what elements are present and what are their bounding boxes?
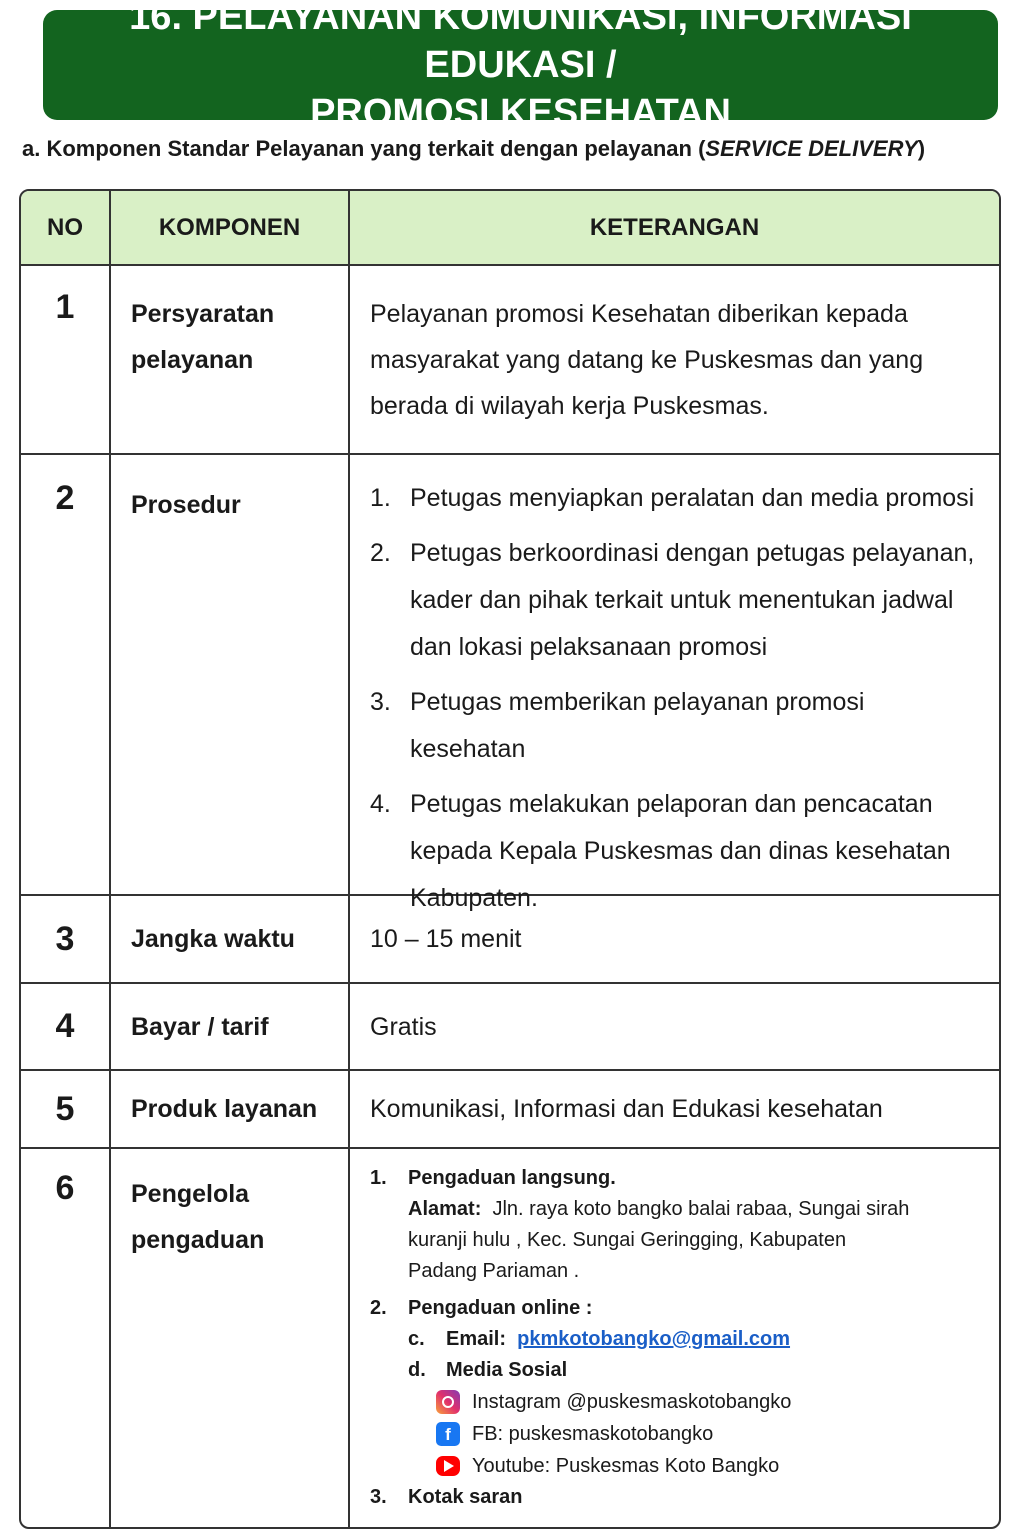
- step-number: 2.: [370, 539, 391, 567]
- item-title: Pengaduan online :: [408, 1297, 593, 1319]
- subtitle-prefix: a. Komponen Standar Pelayanan yang terkait dengan pelayanan (: [22, 136, 706, 161]
- description-line: Pelayanan promosi Kesehatan diberikan kepada: [370, 300, 908, 328]
- social-facebook: [436, 1418, 979, 1450]
- complaint-item-online: [370, 1293, 979, 1324]
- component-label: Bayar / tarif: [131, 1012, 269, 1041]
- description-line: 10 – 15 menit: [370, 925, 522, 953]
- facebook-icon: f: [436, 1422, 460, 1446]
- component-label: Persyaratan: [131, 300, 275, 328]
- social-label: Media Sosial: [446, 1359, 568, 1381]
- social-text: Instagram @puskesmaskotobangko: [472, 1390, 792, 1413]
- table-row: [21, 1147, 999, 1527]
- title-line-2: PROMOSI KESEHATAN: [310, 92, 731, 134]
- instagram-icon: [436, 1390, 460, 1414]
- step-line: kader dan pihak terkait untuk menentukan jadwal: [410, 586, 954, 614]
- step-line: Petugas berkoordinasi dengan petugas pelayanan,: [410, 539, 975, 567]
- subtitle-italic: SERVICE DELIVERY: [705, 136, 918, 161]
- subtitle-suffix: ): [917, 136, 926, 161]
- component-label: pengaduan: [131, 1226, 265, 1254]
- social-instagram: [436, 1386, 979, 1418]
- procedure-step: [370, 530, 979, 671]
- description-line: Komunikasi, Informasi dan Edukasi kesehatan: [370, 1095, 883, 1123]
- table-row: [21, 1069, 999, 1147]
- social-youtube: [436, 1450, 979, 1482]
- table-row: [21, 982, 999, 1069]
- email-row: [408, 1324, 979, 1355]
- step-line: Petugas memberikan pelayanan promosi kesehatan: [410, 688, 865, 763]
- item-title: Pengaduan langsung.: [408, 1167, 616, 1189]
- step-line: Petugas menyiapkan peralatan dan media promosi: [410, 484, 975, 512]
- table-row: [21, 264, 999, 453]
- description-line: berada di wilayah kerja Puskesmas.: [370, 392, 769, 420]
- description-line: masyarakat yang datang ke Puskesmas dan yang: [370, 346, 924, 374]
- component-label: Pengelola: [131, 1180, 250, 1208]
- step-line: kepada Kepala Puskesmas dan dinas kesehatan: [410, 837, 951, 865]
- component-label: pelayanan: [131, 346, 254, 374]
- address-line: Jln. raya koto bangko balai rabaa, Sungai sirah: [492, 1198, 910, 1220]
- title-line-1: 16. PELAYANAN KOMUNIKASI, INFORMASI EDUKASI /: [129, 0, 912, 86]
- step-line: Petugas melakukan pelaporan dan pencacatan: [410, 790, 933, 818]
- table-row: [21, 453, 999, 912]
- item-number: 3.: [370, 1486, 387, 1508]
- complaint-item-direct: [370, 1163, 979, 1194]
- row-number: 5: [55, 1089, 75, 1128]
- step-number: 4.: [370, 790, 391, 818]
- sub-number: c.: [408, 1328, 425, 1350]
- address-line: Padang Pariaman .: [408, 1260, 580, 1282]
- procedure-step: [370, 679, 979, 773]
- row-number: 4: [55, 1007, 75, 1045]
- row-number: 2: [55, 479, 75, 517]
- header-keterangan: KETERANGAN: [589, 213, 760, 241]
- item-title: Kotak saran: [408, 1486, 523, 1508]
- procedure-list: [370, 475, 979, 922]
- sub-number: d.: [408, 1359, 426, 1381]
- title-banner: [43, 0, 998, 134]
- address-block: [408, 1194, 979, 1287]
- address-label: Alamat:: [408, 1198, 482, 1220]
- complaint-item-box: [370, 1482, 979, 1513]
- description-line: Gratis: [370, 1012, 437, 1041]
- social-text: Youtube: Puskesmas Koto Bangko: [472, 1454, 780, 1477]
- component-label: Produk layanan: [131, 1095, 318, 1123]
- procedure-step: [370, 475, 979, 522]
- youtube-icon: [436, 1456, 460, 1476]
- social-text: FB: puskesmaskotobangko: [472, 1422, 714, 1445]
- table-header-row: [21, 191, 999, 264]
- row-number: 1: [55, 288, 75, 326]
- procedure-step: [370, 781, 979, 922]
- service-standard-table: [19, 189, 1001, 1529]
- component-label: Jangka waktu: [131, 925, 295, 953]
- section-subtitle: [22, 136, 925, 162]
- step-number: 1.: [370, 484, 391, 512]
- social-media-row: [408, 1355, 979, 1386]
- step-number: 3.: [370, 688, 391, 716]
- address-line: kuranji hulu , Kec. Sungai Geringging, Kabupaten: [408, 1229, 847, 1251]
- header-komponen: KOMPONEN: [111, 191, 350, 264]
- email-link[interactable]: pkmkotobangko@gmail.com: [517, 1328, 791, 1350]
- item-number: 1.: [370, 1167, 387, 1189]
- row-number: 6: [55, 1169, 75, 1207]
- row-number: 3: [55, 919, 75, 958]
- item-number: 2.: [370, 1297, 387, 1319]
- component-label: Prosedur: [131, 491, 241, 519]
- email-label: Email:: [446, 1328, 507, 1350]
- step-line: Kabupaten.: [410, 884, 538, 912]
- step-line: dan lokasi pelaksanaan promosi: [410, 633, 768, 661]
- complaint-channels: [350, 1149, 999, 1527]
- header-no: NO: [21, 191, 111, 264]
